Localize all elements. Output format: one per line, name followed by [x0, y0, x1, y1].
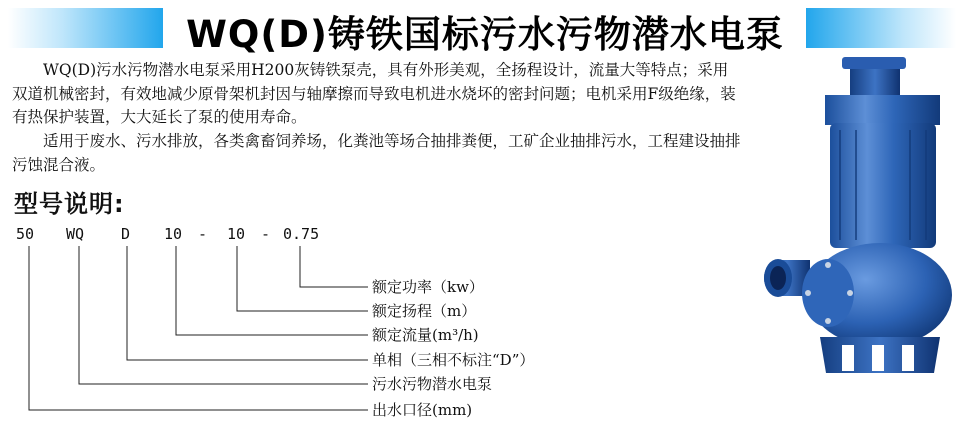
- code-series: WQ: [66, 225, 85, 243]
- connector-diameter: [29, 246, 368, 410]
- connector-flow: [176, 246, 368, 335]
- code-diameter: 50: [16, 225, 35, 243]
- legend-series: 污水污物潜水电泵: [372, 375, 493, 393]
- pump-product-image: [750, 55, 955, 380]
- description-text-2: 适用于废水、污水排放，各类禽畜饲养场，化粪池等场合抽排粪便，工矿企业抽排污水，工程建设抽排污蚀混合液。: [12, 132, 741, 174]
- code-dash-2: -: [261, 225, 271, 243]
- code-phase: D: [121, 225, 131, 243]
- code-head: 10: [227, 225, 246, 243]
- connector-head: [237, 246, 368, 311]
- legend-flow: 额定流量(m³/h): [372, 326, 479, 344]
- code-dash-1: -: [198, 225, 208, 243]
- description-text-1: WQ(D)污水污物潜水电泵采用H200灰铸铁泵壳，具有外形美观，全扬程设计，流量大等特点；采用双道机械密封，有效地减少原骨架机封因与轴摩擦而导致电机进水烧坏的密封问题；电机采用F级绝缘，装有热保护装置，大大延长了泵的使用寿命。: [12, 61, 736, 126]
- legend-power: 额定功率（kw）: [372, 278, 484, 296]
- connector-series: [79, 246, 368, 384]
- legend-diameter: 出水口径(mm): [372, 401, 473, 419]
- code-power: 0.75: [283, 225, 320, 243]
- legend-head: 额定扬程（m）: [372, 302, 477, 320]
- page-title: WQ(D)铸铁国标污水污物潜水电泵: [186, 13, 784, 56]
- connector-power: [300, 246, 368, 287]
- model-heading: 型号说明:: [14, 190, 125, 218]
- legend-phase: 单相（三相不标注“D”）: [372, 351, 535, 369]
- connector-phase: [127, 246, 368, 360]
- code-flow: 10: [164, 225, 183, 243]
